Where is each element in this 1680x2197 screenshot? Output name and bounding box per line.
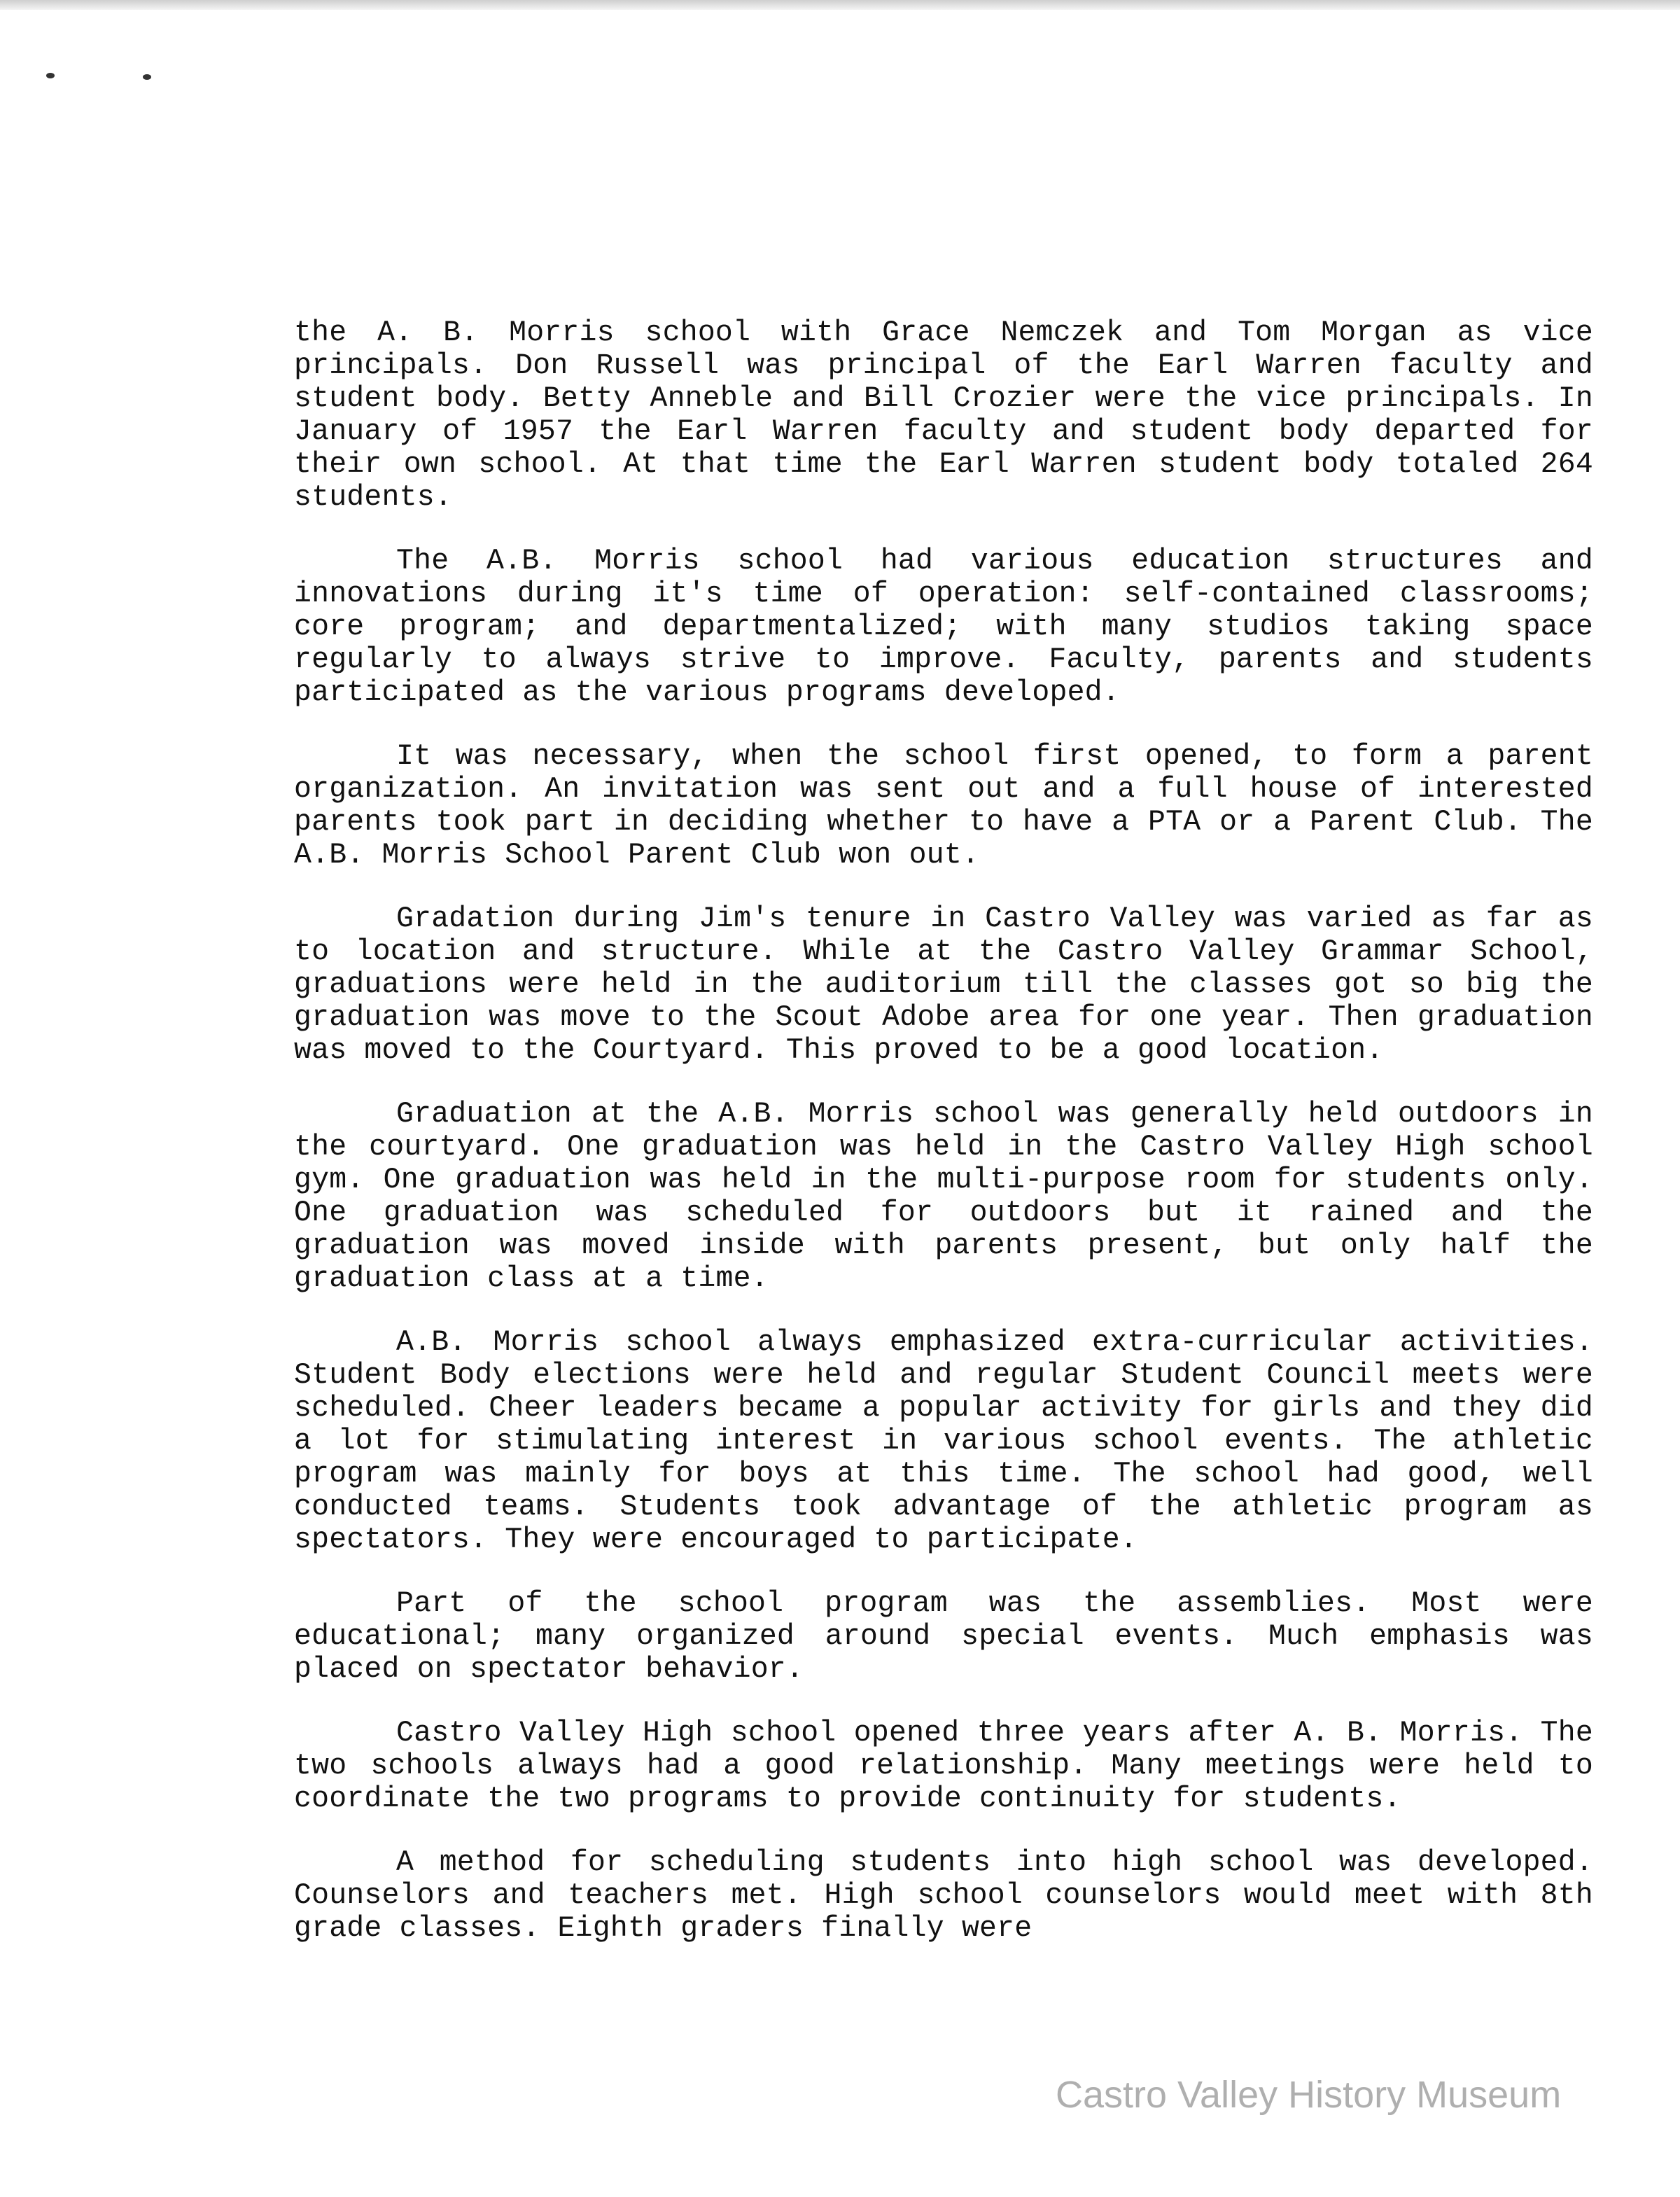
paragraph: It was necessary, when the school first opened, to form a parent organization. An invitation was sent out and a full house of interested parents took part in deciding whether to have a PTA or a Parent Club. The A.B. Morris School Parent Club won out. (294, 740, 1593, 872)
museum-watermark: Castro Valley History Museum (1056, 2074, 1562, 2116)
paragraph: Graduation at the A.B. Morris school was generally held outdoors in the courtyard. One graduation was held in the Castro Valley High school gym. One graduation was held in the multi-purpose room for students only. One graduation was scheduled for outdoors but it rained and the graduation was moved inside with parents present, but only half the graduation class at a time. (294, 1098, 1593, 1295)
paragraph: A.B. Morris school always emphasized extra-curricular activities. Student Body elections were held and regular Student Council meets were scheduled. Cheer leaders became a popular activity for girls and they did a lot for stimulating interest in various school events. The athletic program was mainly for boys at this time. The school had good, well conducted teams. Students took advantage of the athletic program as spectators. They were encouraged to participate. (294, 1326, 1593, 1556)
scan-top-edge (0, 0, 1680, 10)
scan-speck (46, 73, 55, 78)
paragraph: Gradation during Jim's tenure in Castro Valley was varied as far as to location and structure. While at the Castro Valley Grammar School, graduations were held in the auditorium till the classes got so big the graduation was move to the Scout Adobe area for one year. Then graduation was moved to the Courtyard. This proved to be a good location. (294, 902, 1593, 1067)
paragraph: A method for scheduling students into high school was developed. Counselors and teachers met. High school counselors would meet with 8th grade classes. Eighth graders finally were (294, 1846, 1593, 1945)
paragraph: The A.B. Morris school had various education structures and innovations during it's time of operation: self-contained classrooms; core program; and departmentalized; with many studios taking space regularly to always strive to improve. Faculty, parents and students participated as the various programs developed. (294, 545, 1593, 709)
paragraph: Castro Valley High school opened three years after A. B. Morris. The two schools always had a good relationship. Many meetings were held to coordinate the two programs to provide continuity for students. (294, 1717, 1593, 1815)
paragraph: Part of the school program was the assemblies. Most were educational; many organized around special events. Much emphasis was placed on spectator behavior. (294, 1587, 1593, 1686)
document-body (294, 316, 1593, 1976)
paragraph: the A. B. Morris school with Grace Nemczek and Tom Morgan as vice principals. Don Russell was principal of the Earl Warren faculty and student body. Betty Anneble and Bill Crozier were the vice principals. In January of 1957 the Earl Warren faculty and student body departed for their own school. At that time the Earl Warren student body totaled 264 students. (294, 316, 1593, 514)
scan-speck (143, 74, 151, 80)
